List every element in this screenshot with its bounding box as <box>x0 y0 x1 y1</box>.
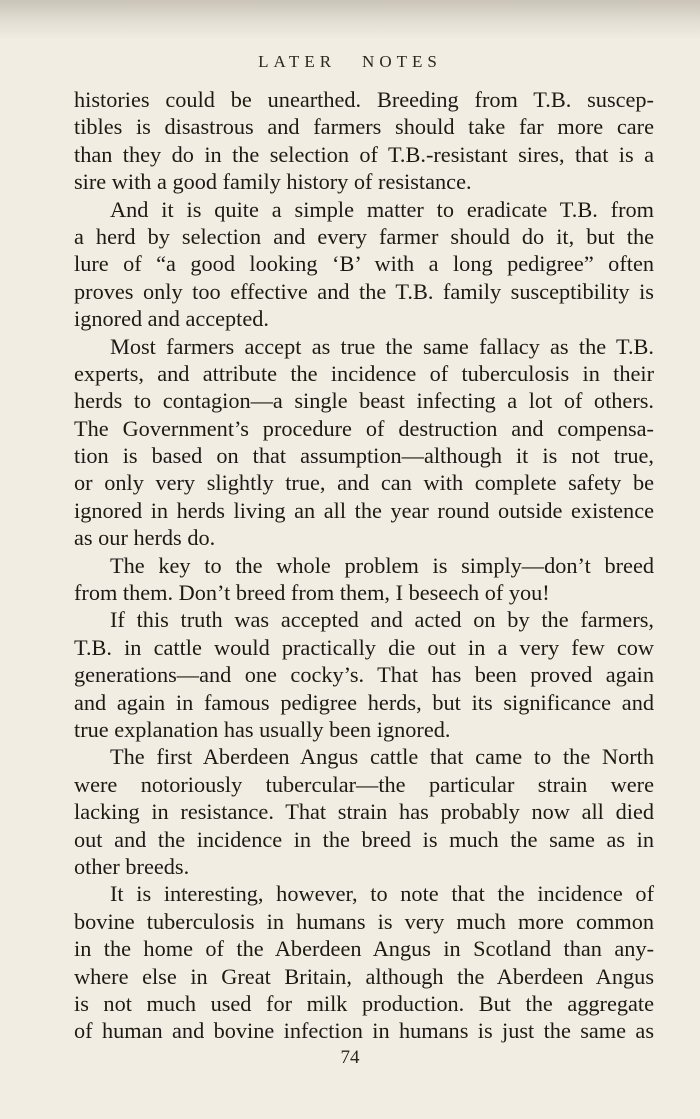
text-line: ignored in herds living an all the year round outside existence <box>74 497 654 523</box>
text-line: bovine tuberculosis in humans is very much more common <box>74 908 654 934</box>
text-line: T.B. in cattle would practically die out in a very few cow <box>74 634 654 660</box>
text-line: If this truth was accepted and acted on by the farmers, <box>110 607 654 633</box>
text-line: And it is quite a simple matter to eradicate T.B. from <box>110 196 654 222</box>
running-head-word-1: LATER <box>258 52 337 71</box>
text-line: histories could be unearthed. Breeding from T.B. suscep- <box>74 87 654 112</box>
text-line: is not much used for milk production. But the aggregate <box>74 990 654 1016</box>
text-line: from them. Don’t breed from them, I beseech of you! <box>74 580 550 606</box>
page-number: 74 <box>340 1047 360 1068</box>
text-line: a herd by selection and every farmer should do it, but the <box>74 223 654 249</box>
text-line: of human and bovine infection in humans is just the same as <box>74 1018 654 1044</box>
page-edge-shadow <box>0 0 700 40</box>
text-line: experts, and attribute the incidence of tuberculosis in their <box>74 360 654 386</box>
text-line: or only very slightly true, and can with complete safety be <box>74 470 654 496</box>
running-head-word-2: NOTES <box>362 52 442 71</box>
text-line: ignored and accepted. <box>74 306 269 332</box>
text-line: generations—and one cocky’s. That has been proved again <box>74 662 654 688</box>
running-head <box>0 52 700 72</box>
text-line: than they do in the selection of T.B.-resistant sires, that is a <box>74 141 654 167</box>
text-line: It is interesting, however, to note that the incidence of <box>110 881 654 907</box>
text-line: The Government’s procedure of destruction and compensa- <box>74 415 654 441</box>
text-line: lure of “a good looking ‘B’ with a long pedigree” often <box>74 251 654 277</box>
text-line: lacking in resistance. That strain has probably now all died <box>74 799 654 825</box>
text-line: other breeds. <box>74 853 190 879</box>
text-line: proves only too effective and the T.B. family susceptibility is <box>74 278 654 304</box>
text-line: and again in famous pedigree herds, but its significance and <box>74 689 654 715</box>
body-text <box>74 86 654 1045</box>
text-line: true explanation has usually been ignored. <box>74 716 451 742</box>
text-line: Most farmers accept as true the same fallacy as the T.B. <box>110 333 654 359</box>
text-line: sire with a good family history of resistance. <box>74 169 472 195</box>
text-line: out and the incidence in the breed is much the same as in <box>74 826 654 852</box>
text-line: where else in Great Britain, although the Aberdeen Angus <box>74 963 654 989</box>
text-line: The key to the whole problem is simply—don’t breed <box>110 552 654 578</box>
text-line: were notoriously tubercular—the particular strain were <box>74 771 654 797</box>
text-line: herds to contagion—a single beast infecting a lot of others. <box>74 388 654 414</box>
text-line: The first Aberdeen Angus cattle that came to the North <box>110 744 654 770</box>
text-line: as our herds do. <box>74 525 216 551</box>
text-line: tion is based on that assumption—although it is not true, <box>74 443 654 469</box>
text-line: tibles is disastrous and farmers should take far more care <box>74 114 654 140</box>
text-line: in the home of the Aberdeen Angus in Scotland than any- <box>74 936 654 962</box>
